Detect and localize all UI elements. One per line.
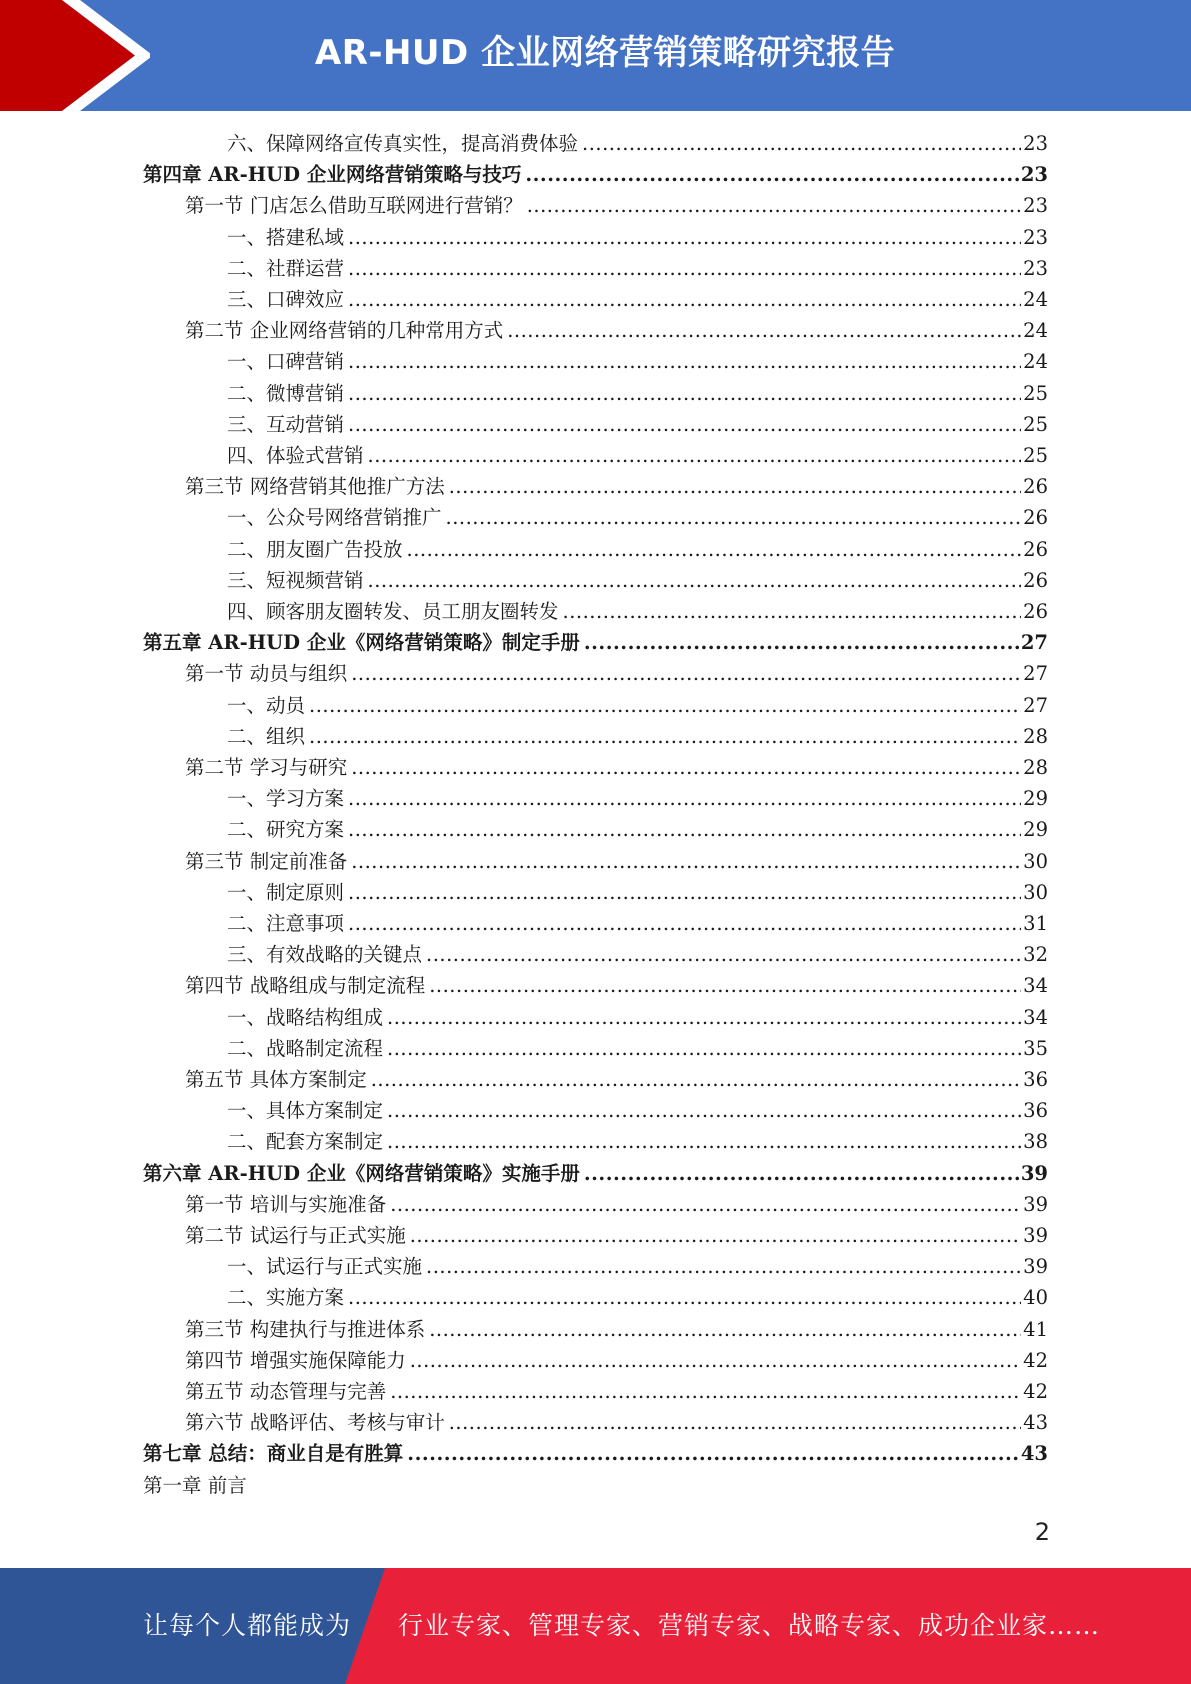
toc-dot-leader <box>407 534 1022 565</box>
toc-entry-title: 四、顾客朋友圈转发、员工朋友圈转发 <box>227 600 559 623</box>
toc-entry-title: 二、微博营销 <box>227 381 345 405</box>
toc-entry-title: 二、战略制定流程 <box>227 1036 384 1060</box>
toc-dot-leader <box>348 222 1021 253</box>
toc-entry-title: 六、保障网络宣传真实性，提高消费体验 <box>227 132 579 155</box>
toc-dot-leader <box>582 128 1021 159</box>
toc-page-number: 42 <box>1023 1380 1048 1403</box>
toc-subsection-entry[interactable] <box>227 783 1048 814</box>
toc-entry-title: 二、注意事项 <box>227 912 345 935</box>
toc-entry-title: 二、朋友圈广告投放 <box>227 537 403 561</box>
toc-dot-leader <box>563 596 1022 627</box>
toc-entry-title: 第一节 动员与组织 <box>185 662 348 686</box>
toc-chapter-entry[interactable] <box>143 159 1048 190</box>
toc-page-number: 27 <box>1020 631 1048 655</box>
toc-dot-leader <box>348 1282 1021 1313</box>
toc-page-number: 34 <box>1023 974 1048 998</box>
toc-subsection-entry[interactable] <box>227 1126 1048 1157</box>
toc-subsection-entry[interactable] <box>227 596 1048 627</box>
toc-page-number: 24 <box>1023 350 1048 374</box>
toc-page-number: 41 <box>1023 1317 1048 1341</box>
toc-entry-title: 二、研究方案 <box>227 818 345 842</box>
toc-subsection-entry[interactable] <box>227 284 1048 315</box>
toc-subsection-entry[interactable] <box>227 534 1048 565</box>
toc-entry-title: 一、口碑营销 <box>227 350 345 374</box>
toc-subsection-entry[interactable] <box>227 1251 1048 1282</box>
report-title: AR-HUD 企业网络营销策略研究报告 <box>314 33 896 73</box>
header-red-chevron-decoration <box>0 0 150 111</box>
toc-dot-leader <box>410 1220 1021 1251</box>
toc-page-number: 39 <box>1020 1161 1048 1185</box>
toc-entry-title: 一、战略结构组成 <box>227 1005 384 1029</box>
toc-section-entry[interactable] <box>185 1189 1048 1220</box>
toc-entry-title: 第三节 制定前准备 <box>185 849 348 873</box>
toc-subsection-entry[interactable] <box>227 346 1048 377</box>
toc-subsection-entry[interactable] <box>227 222 1048 253</box>
toc-page-number: 43 <box>1023 1411 1048 1435</box>
toc-page-number: 40 <box>1023 1286 1048 1310</box>
toc-subsection-entry[interactable] <box>227 502 1048 533</box>
toc-dot-leader <box>368 440 1022 471</box>
toc-dot-leader <box>348 908 1021 939</box>
toc-dot-leader <box>351 846 1021 877</box>
toc-section-entry[interactable] <box>185 846 1048 877</box>
toc-page-number: 43 <box>1020 1442 1048 1466</box>
toc-dot-leader <box>348 253 1021 284</box>
toc-page-number: 26 <box>1023 600 1048 623</box>
footer-slogan-right: 行业专家、管理专家、营销专家、战略专家、成功企业家…… <box>398 1611 1101 1640</box>
toc-entry-title: 第五章 AR-HUD 企业《网络营销策略》制定手册 <box>143 631 580 655</box>
toc-entry-title: 一、具体方案制定 <box>227 1099 384 1123</box>
toc-subsection-entry[interactable] <box>227 877 1048 908</box>
toc-entry-title: 二、配套方案制定 <box>227 1130 384 1154</box>
toc-dot-leader <box>426 939 1021 970</box>
toc-subsection-entry[interactable] <box>227 690 1048 721</box>
toc-dot-leader <box>449 471 1021 502</box>
toc-page-number: 38 <box>1023 1130 1048 1154</box>
toc-dot-leader <box>348 409 1021 440</box>
toc-subsection-entry[interactable] <box>227 908 1048 939</box>
toc-dot-leader <box>309 690 1021 721</box>
toc-entry-title: 第三节 构建执行与推进体系 <box>185 1317 426 1341</box>
toc-subsection-entry[interactable] <box>227 1282 1048 1313</box>
toc-section-entry[interactable] <box>185 1314 1048 1345</box>
toc-subsection-entry[interactable] <box>227 1095 1048 1126</box>
toc-chapter-entry[interactable] <box>143 1438 1048 1469</box>
toc-section-entry[interactable] <box>185 970 1048 1001</box>
toc-entry-title: 第一节 门店怎么借助互联网进行营销？ <box>185 194 523 218</box>
toc-page-number: 31 <box>1023 912 1048 935</box>
toc-page-number: 35 <box>1023 1036 1048 1060</box>
toc-page-number: 26 <box>1023 475 1048 499</box>
toc-entry-title: 第六章 AR-HUD 企业《网络营销策略》实施手册 <box>143 1161 580 1185</box>
page-number: 2 <box>1034 1518 1050 1546</box>
toc-entry-title: 四、体验式营销 <box>227 444 364 467</box>
toc-dot-leader <box>309 721 1021 752</box>
toc-dot-leader <box>390 1376 1021 1407</box>
toc-page-number: 36 <box>1023 1068 1048 1091</box>
toc-section-entry[interactable] <box>185 1407 1048 1438</box>
toc-section-entry[interactable] <box>185 1064 1048 1095</box>
toc-entry-title: 第五节 具体方案制定 <box>185 1068 367 1091</box>
toc-dot-leader <box>387 1033 1021 1064</box>
toc-entry-title: 第二节 学习与研究 <box>185 756 348 779</box>
toc-entry-title: 第六节 战略评估、考核与审计 <box>185 1411 445 1435</box>
toc-subsection-entry[interactable] <box>227 440 1048 471</box>
toc-subsection-entry[interactable] <box>227 814 1048 845</box>
toc-subsection-entry[interactable] <box>227 565 1048 596</box>
toc-chapter-entry[interactable] <box>143 1158 1048 1189</box>
toc-dot-leader <box>348 284 1021 315</box>
toc-page-number: 24 <box>1023 288 1048 311</box>
toc-dot-leader <box>426 1251 1021 1282</box>
toc-subsection-entry[interactable] <box>227 128 1048 159</box>
toc-section-entry[interactable] <box>185 471 1048 502</box>
toc-page-number: 23 <box>1023 132 1048 155</box>
toc-entry-title: 一、公众号网络营销推广 <box>227 506 442 530</box>
toc-section-entry[interactable] <box>185 1376 1048 1407</box>
toc-page-number: 30 <box>1023 849 1048 873</box>
toc-dot-leader <box>527 190 1021 221</box>
toc-page-number: 28 <box>1023 756 1048 779</box>
toc-page-number: 25 <box>1023 412 1048 436</box>
toc-section-entry[interactable] <box>185 1345 1048 1376</box>
toc-entry-title: 三、口碑效应 <box>227 288 345 311</box>
toc-dot-leader <box>351 752 1021 783</box>
toc-page-number: 23 <box>1020 163 1048 187</box>
toc-dot-leader <box>371 1064 1021 1095</box>
toc-page-number: 24 <box>1023 319 1048 343</box>
toc-dot-leader <box>449 1407 1021 1438</box>
toc-subsection-entry[interactable] <box>227 1033 1048 1064</box>
toc-dot-leader <box>368 565 1022 596</box>
toc-entry-title: 二、社群运营 <box>227 256 345 280</box>
toc-dot-leader <box>429 1314 1021 1345</box>
toc-dot-leader <box>348 378 1021 409</box>
toc-chapter-entry[interactable] <box>143 627 1048 658</box>
toc-page-number: 29 <box>1023 787 1048 811</box>
toc-page-number: 28 <box>1023 724 1048 748</box>
toc-page-number: 39 <box>1023 1255 1048 1279</box>
toc-dot-leader <box>584 1158 1019 1189</box>
toc-dot-leader <box>507 315 1021 346</box>
toc-entry-title: 第五节 动态管理与完善 <box>185 1380 387 1403</box>
toc-entry-title: 一、搭建私域 <box>227 225 345 249</box>
toc-dot-leader <box>407 1438 1019 1469</box>
toc-entry-title: 第四章 AR-HUD 企业网络营销策略与技巧 <box>143 163 522 187</box>
toc-trailing-entry[interactable] <box>143 1470 247 1501</box>
toc-dot-leader <box>525 159 1019 190</box>
toc-dot-leader <box>390 1189 1021 1220</box>
toc-entry-title: 第四节 增强实施保障能力 <box>185 1348 406 1372</box>
toc-dot-leader <box>387 1095 1021 1126</box>
toc-dot-leader <box>429 970 1021 1001</box>
page-header <box>0 0 1191 111</box>
toc-page-number: 26 <box>1023 506 1048 530</box>
toc-dot-leader <box>348 783 1021 814</box>
toc-dot-leader <box>584 627 1019 658</box>
toc-section-entry[interactable] <box>185 315 1048 346</box>
toc-entry-title: 一、动员 <box>227 693 306 717</box>
toc-page-number: 23 <box>1023 256 1048 280</box>
toc-section-entry[interactable] <box>185 658 1048 689</box>
toc-page-number: 26 <box>1023 568 1048 592</box>
toc-dot-leader <box>351 658 1021 689</box>
toc-dot-leader <box>387 1002 1021 1033</box>
toc-subsection-entry[interactable] <box>227 409 1048 440</box>
toc-entry-title: 三、有效战略的关键点 <box>227 943 423 967</box>
toc-entry-title: 一、试运行与正式实施 <box>227 1255 423 1279</box>
toc-dot-leader <box>348 877 1021 908</box>
toc-subsection-entry[interactable] <box>227 253 1048 284</box>
toc-entry-title: 第四节 战略组成与制定流程 <box>185 974 426 998</box>
toc-page-number: 27 <box>1023 693 1048 717</box>
toc-page-number: 30 <box>1023 880 1048 904</box>
toc-page-number: 39 <box>1023 1192 1048 1216</box>
toc-entry-title: 二、实施方案 <box>227 1286 345 1310</box>
toc-entry-title: 二、组织 <box>227 724 306 748</box>
toc-subsection-entry[interactable] <box>227 939 1048 970</box>
toc-section-entry[interactable] <box>185 752 1048 783</box>
toc-entry-title: 第二节 试运行与正式实施 <box>185 1224 406 1247</box>
toc-entry-title: 三、互动营销 <box>227 412 345 436</box>
footer-slogan-left: 让每个人都能成为 <box>143 1611 352 1640</box>
toc-dot-leader <box>348 346 1021 377</box>
toc-page-number: 36 <box>1023 1099 1048 1123</box>
toc-subsection-entry[interactable] <box>227 1002 1048 1033</box>
toc-page-number: 23 <box>1023 225 1048 249</box>
toc-page-number: 34 <box>1023 1005 1048 1029</box>
toc-dot-leader <box>410 1345 1021 1376</box>
toc-entry-title: 第二节 企业网络营销的几种常用方式 <box>185 319 504 343</box>
toc-entry-title: 第一章 前言 <box>143 1473 247 1497</box>
page-footer <box>0 1568 1191 1684</box>
toc-page-number: 29 <box>1023 818 1048 842</box>
toc-page-number: 25 <box>1023 381 1048 405</box>
toc-dot-leader <box>348 814 1021 845</box>
toc-entry-title: 第一节 培训与实施准备 <box>185 1192 387 1216</box>
toc-page-number: 23 <box>1023 194 1048 218</box>
toc-page-number: 42 <box>1023 1348 1048 1372</box>
toc-page-number: 26 <box>1023 537 1048 561</box>
toc-entry-title: 一、学习方案 <box>227 787 345 811</box>
toc-page-number: 32 <box>1023 943 1048 967</box>
toc-page-number: 39 <box>1023 1224 1048 1247</box>
toc-section-entry[interactable] <box>185 1220 1048 1251</box>
toc-entry-title: 第七章 总结：商业自是有胜算 <box>143 1442 404 1466</box>
toc-subsection-entry[interactable] <box>227 378 1048 409</box>
toc-section-entry[interactable] <box>185 190 1048 221</box>
toc-subsection-entry[interactable] <box>227 721 1048 752</box>
toc-entry-title: 第三节 网络营销其他推广方法 <box>185 475 445 499</box>
toc-page-number: 25 <box>1023 444 1048 467</box>
toc-dot-leader <box>387 1126 1021 1157</box>
toc-entry-title: 三、短视频营销 <box>227 568 364 592</box>
toc-entry-title: 一、制定原则 <box>227 880 345 904</box>
toc-dot-leader <box>446 502 1022 533</box>
toc-page-number: 27 <box>1023 662 1048 686</box>
